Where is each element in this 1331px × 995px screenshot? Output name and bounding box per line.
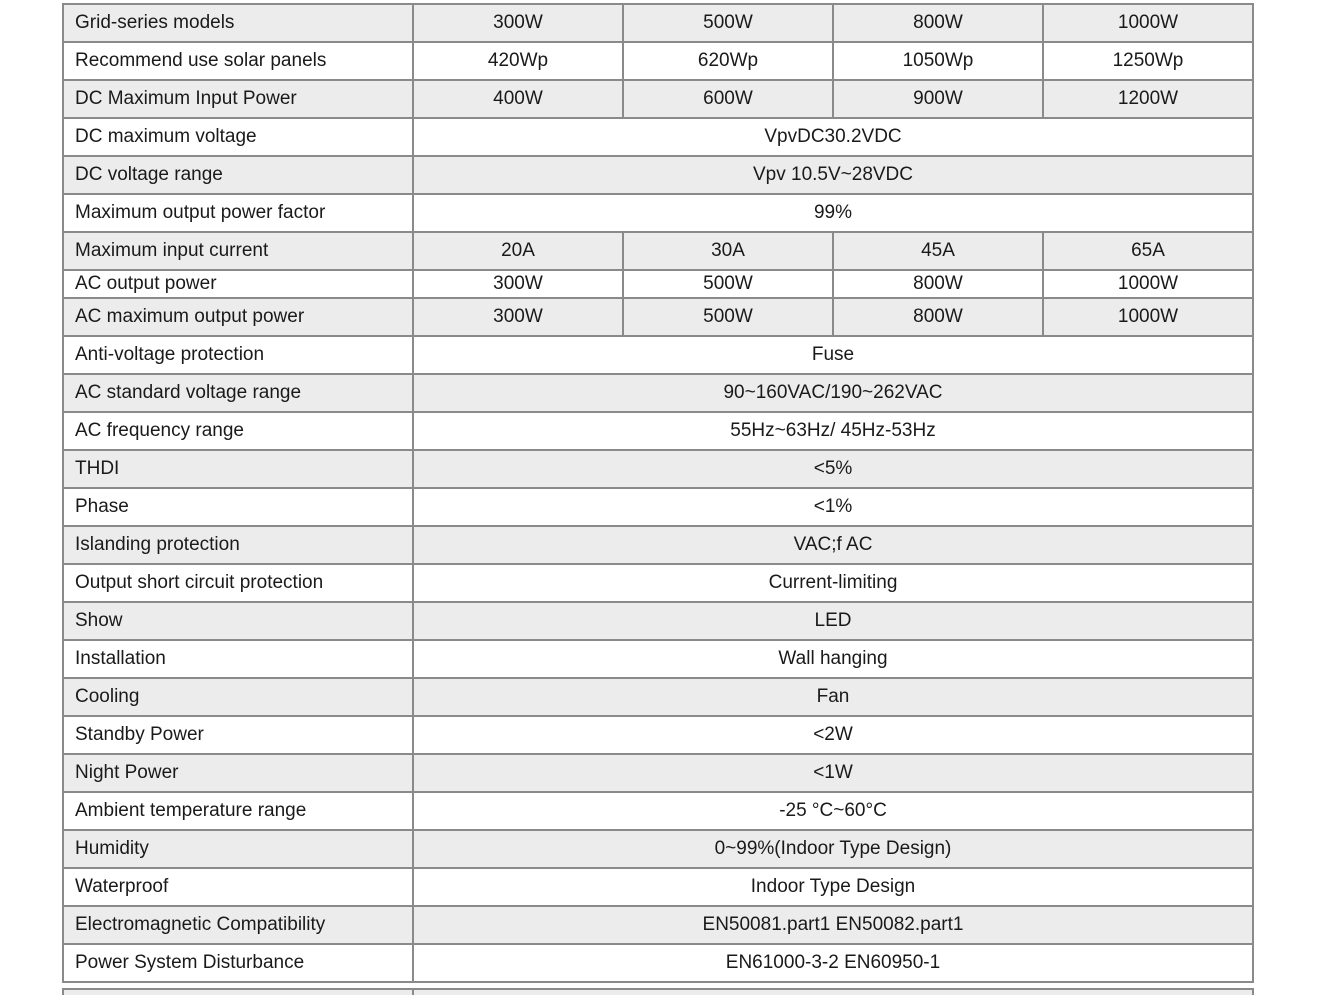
row-label: Standby Power (64, 717, 412, 753)
row-value: 300W (414, 299, 622, 335)
table-row (64, 337, 1252, 373)
row-value: 99% (414, 195, 1252, 231)
row-value: 800W (834, 299, 1042, 335)
table-row-partial (62, 988, 1254, 995)
row-value: 1200W (1044, 81, 1252, 117)
row-value: 400W (414, 81, 622, 117)
table-row (64, 641, 1252, 677)
row-value: 1000W (1044, 299, 1252, 335)
row-value: 20A (414, 233, 622, 269)
row-value: -25 °C~60°C (414, 793, 1252, 829)
row-value: 1250Wp (1044, 43, 1252, 79)
row-value: 900W (834, 81, 1042, 117)
table-row (64, 43, 1252, 79)
table-row (64, 119, 1252, 155)
table-row (64, 195, 1252, 231)
table-row (64, 945, 1252, 981)
row-label: AC output power (64, 271, 412, 297)
row-value: 45A (834, 233, 1042, 269)
table-row (64, 375, 1252, 411)
row-value: <2W (414, 717, 1252, 753)
row-label: Phase (64, 489, 412, 525)
row-value: Wall hanging (414, 641, 1252, 677)
row-label: Show (64, 603, 412, 639)
row-label: AC maximum output power (64, 299, 412, 335)
row-label: Output short circuit protection (64, 565, 412, 601)
row-label: Maximum output power factor (64, 195, 412, 231)
row-value: 90~160VAC/190~262VAC (414, 375, 1252, 411)
table-row (64, 565, 1252, 601)
table-row (64, 5, 1252, 41)
table-row (64, 755, 1252, 791)
row-value: 65A (1044, 233, 1252, 269)
table-row (64, 717, 1252, 753)
row-value: 300W (414, 5, 622, 41)
table-row (64, 271, 1252, 297)
spec-table-body (64, 5, 1252, 981)
table-row (64, 489, 1252, 525)
row-label: DC maximum voltage (64, 119, 412, 155)
row-value: EN50081.part1 EN50082.part1 (414, 907, 1252, 943)
table-row (64, 793, 1252, 829)
row-value: 600W (624, 81, 832, 117)
row-value: 300W (414, 271, 622, 297)
row-label: Grid-series models (64, 5, 412, 41)
row-value: EN61000-3-2 EN60950-1 (414, 945, 1252, 981)
row-value: Current-limiting (414, 565, 1252, 601)
row-value: VpvDC30.2VDC (414, 119, 1252, 155)
table-row (64, 299, 1252, 335)
table-row (64, 869, 1252, 905)
table-row (64, 603, 1252, 639)
row-value: 55Hz~63Hz/ 45Hz-53Hz (414, 413, 1252, 449)
row-label: Electromagnetic Compatibility (64, 907, 412, 943)
table-row (64, 527, 1252, 563)
row-value: 0~99%(Indoor Type Design) (414, 831, 1252, 867)
row-value: 500W (624, 299, 832, 335)
row-value: 1050Wp (834, 43, 1042, 79)
row-label: Power System Disturbance (64, 945, 412, 981)
table-row (64, 907, 1252, 943)
table-row (64, 81, 1252, 117)
row-value: <5% (414, 451, 1252, 487)
row-value: Indoor Type Design (414, 869, 1252, 905)
row-value: 800W (834, 5, 1042, 41)
row-value: 500W (624, 271, 832, 297)
row-value: Fuse (414, 337, 1252, 373)
table-row (64, 233, 1252, 269)
row-value: 620Wp (624, 43, 832, 79)
row-label: Cooling (64, 679, 412, 715)
row-label: THDI (64, 451, 412, 487)
table-row (64, 451, 1252, 487)
row-label: Humidity (64, 831, 412, 867)
row-value: 800W (834, 271, 1042, 297)
row-value: 1000W (1044, 271, 1252, 297)
row-value: 500W (624, 5, 832, 41)
row-value: 420Wp (414, 43, 622, 79)
row-value: VAC;f AC (414, 527, 1252, 563)
table-row (64, 413, 1252, 449)
row-label: Night Power (64, 755, 412, 791)
row-value: <1W (414, 755, 1252, 791)
row-label: Anti-voltage protection (64, 337, 412, 373)
row-value: Fan (414, 679, 1252, 715)
table-row (64, 157, 1252, 193)
row-value: LED (414, 603, 1252, 639)
row-label: Islanding protection (64, 527, 412, 563)
row-value: 1000W (1044, 5, 1252, 41)
row-label: AC frequency range (64, 413, 412, 449)
row-label: Waterproof (64, 869, 412, 905)
row-label: Ambient temperature range (64, 793, 412, 829)
row-label: Maximum input current (64, 233, 412, 269)
table-row (64, 831, 1252, 867)
row-label: Installation (64, 641, 412, 677)
row-value: <1% (414, 489, 1252, 525)
table-row (64, 679, 1252, 715)
spec-table (62, 3, 1254, 983)
row-value: Vpv 10.5V~28VDC (414, 157, 1252, 193)
row-label: AC standard voltage range (64, 375, 412, 411)
row-label: DC Maximum Input Power (64, 81, 412, 117)
row-label: Recommend use solar panels (64, 43, 412, 79)
row-label: DC voltage range (64, 157, 412, 193)
row-value: 30A (624, 233, 832, 269)
